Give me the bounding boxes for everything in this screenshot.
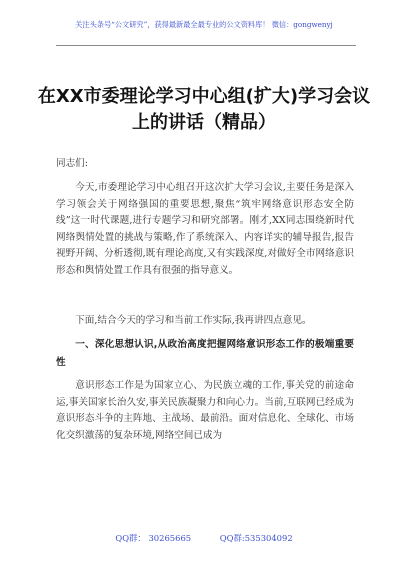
- body-paragraph: 下面,结合今天的学习和当前工作实际,我再讲四点意见。: [75, 315, 312, 326]
- footer: [0, 533, 408, 544]
- document-title: 在XX市委理论学习中心组(扩大)学习会议上的讲话（精品）: [37, 86, 371, 133]
- header-banner: 关注头条号“公文研究”，获得最新最全最专业的公文资料库！ 微信：gongwenyj: [75, 20, 333, 29]
- header-divider: [56, 45, 356, 46]
- section-paragraph: 意识形态工作是为国家立心、为民族立魂的工作,事关党的前途命运,事关国家长治久安,事关民族凝聚力和向心力。当前,互联网已经成为意识形态斗争的主阵地、主战场、最前沿。面对信息化、全球化、市场化交织激荡的复杂环境,网络空间已成为: [56, 380, 354, 441]
- footer-qq-group-2: QQ群:535304092: [219, 533, 293, 543]
- body-paragraph: 今天,市委理论学习中心组召开这次扩大学习会议,主要任务是深入学习领会关于网络强国的重要思想,聚焦“筑牢网络意识形态安全防线”这一时代课题,进行专题学习和研究部署。刚才,XX同志围绕新时代网络舆情处置的挑战与策略,作了系统深入、内容详实的辅导报告,报告视野开阔、分析透彻,既有理论高度,又有实践深度,对做好全市网络意识形态和舆情处置工作具有很强的指导意义。: [56, 182, 354, 276]
- salutation: 同志们:: [56, 158, 89, 169]
- section-heading: 一、深化思想认识,从政治高度把握网络意识形态工作的极端重要性: [56, 339, 354, 368]
- footer-qq-group-1: QQ群： 30265665: [115, 533, 192, 543]
